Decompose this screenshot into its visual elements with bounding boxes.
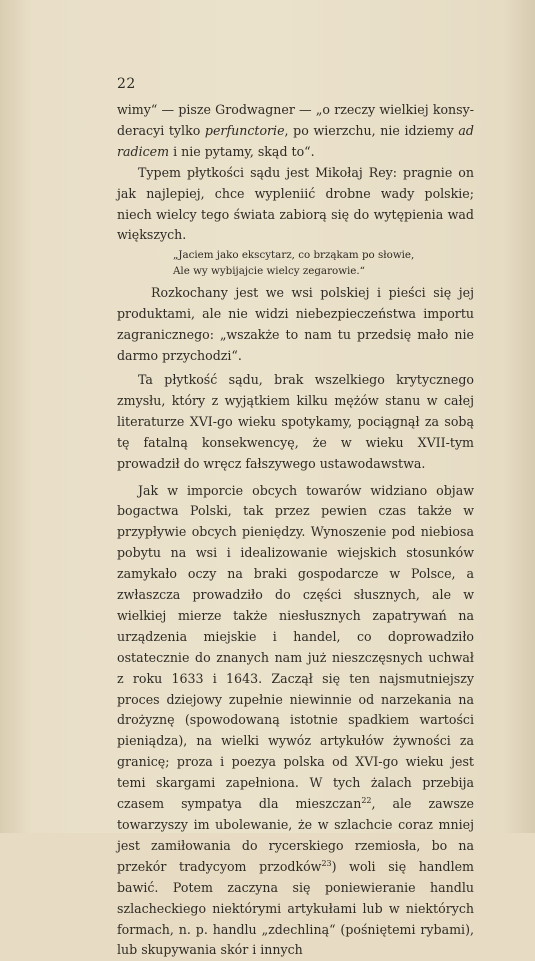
- paragraph-5-text-a: Jak w imporcie obcych towarów widziano objaw bogactwa Polski, tak przez pewien czas także w przypływie obcych pieniędzy. Wynoszenie pod niebiosa pobytu na wsi i idealizowanie wiejskich stosunków zamykało oczy na braki gospodarcze w Polsce, a zwłaszcza prowadziło do części słusznych, ale w wielkiej mierze także niesłusznych zapatrywań na urządzenia miejskie i handel, co doprowadziło ostatecznie do znanych nam już nieszczęsnych uchwał z roku 1633 i 1643. Zaczął się ten najsmutniejszy proces dziejowy zupełnie niewinnie od narzekania na drożyznę (spowodowaną istotnie spadkiem wartości pieniądza), na wielki wywóz artykułów żywności za granicę; proza i poezya polska od XVI-go wieku jest temi skargami zapełniona. W tych żalach przebija czasem sympatya dla mieszczan: [117, 483, 474, 812]
- paragraph-2: Typem płytkości sądu jest Mikołaj Rey: pragnie on jak najlepiej, chce wypleniić drobne wady polskie; niech wielcy tego świata zabiorą się do wytępienia wad większych.: [117, 163, 474, 247]
- paragraph-5-text-b: , ale zawsze towarzyszy im ubolewanie, że w szlachcie coraz mniej jest zamiłowania do rycerskiego rzemiosła, bo na przekór tradycyom przodków: [117, 796, 474, 874]
- footnote-ref-23: 23: [321, 859, 331, 868]
- paragraph-5-text-c: ) woli się handlem bawić. Potem zaczyna się poniewieranie handlu szlacheckiego niektórymi artykułami lub w niektórych formach, n. p. handlu „zdechliną“ (pośniętemi rybami), lub skupywania skór i innych: [117, 859, 474, 958]
- footnote-ref-22: 22: [361, 796, 371, 805]
- verse-line-2: Ale wy wybijajcie wielcy zegarowie.“: [173, 263, 474, 279]
- paragraph-1-text-c: , po wierzchu, nie idziemy: [285, 123, 459, 138]
- latin-term-ad-radicem: ad radicem: [117, 123, 474, 159]
- paragraph-1: [117, 100, 474, 163]
- paragraph-3: Rozkochany jest we wsi polskiej i pieści się jej produktami, ale nie widzi niebezpieczeństwa importu zagranicznego: „wszakże to nam tu przedsię mało nie darmo przychodzi“.: [117, 283, 474, 367]
- paragraph-5: [117, 481, 474, 961]
- page-number: 22: [117, 76, 136, 92]
- verse-line-1: „Jaciem jako ekscytarz, co brząkam po słowie,: [173, 247, 474, 263]
- verse-quotation: [173, 247, 474, 279]
- paragraph-4: Ta płytkość sądu, brak wszelkiego krytycznego zmysłu, który z wyjątkiem kilku mężów stanu w całej literaturze XVI-go wieku spotykamy, pociągnął za sobą tę fatalną konsekwencyę, że w wieku XVII-tym prowadził do wręcz fałszywego ustawodawstwa.: [117, 370, 474, 475]
- latin-term-perfunctorie: perfunctorie: [205, 123, 285, 138]
- text-block: [117, 100, 474, 961]
- paragraph-1-text-e: i nie pytamy, skąd to“.: [169, 144, 315, 159]
- paragraph-1-text-a: wimy“ — pisze Grodwagner — „o rzeczy wielkiej konsy-deracyi tylko: [117, 102, 474, 138]
